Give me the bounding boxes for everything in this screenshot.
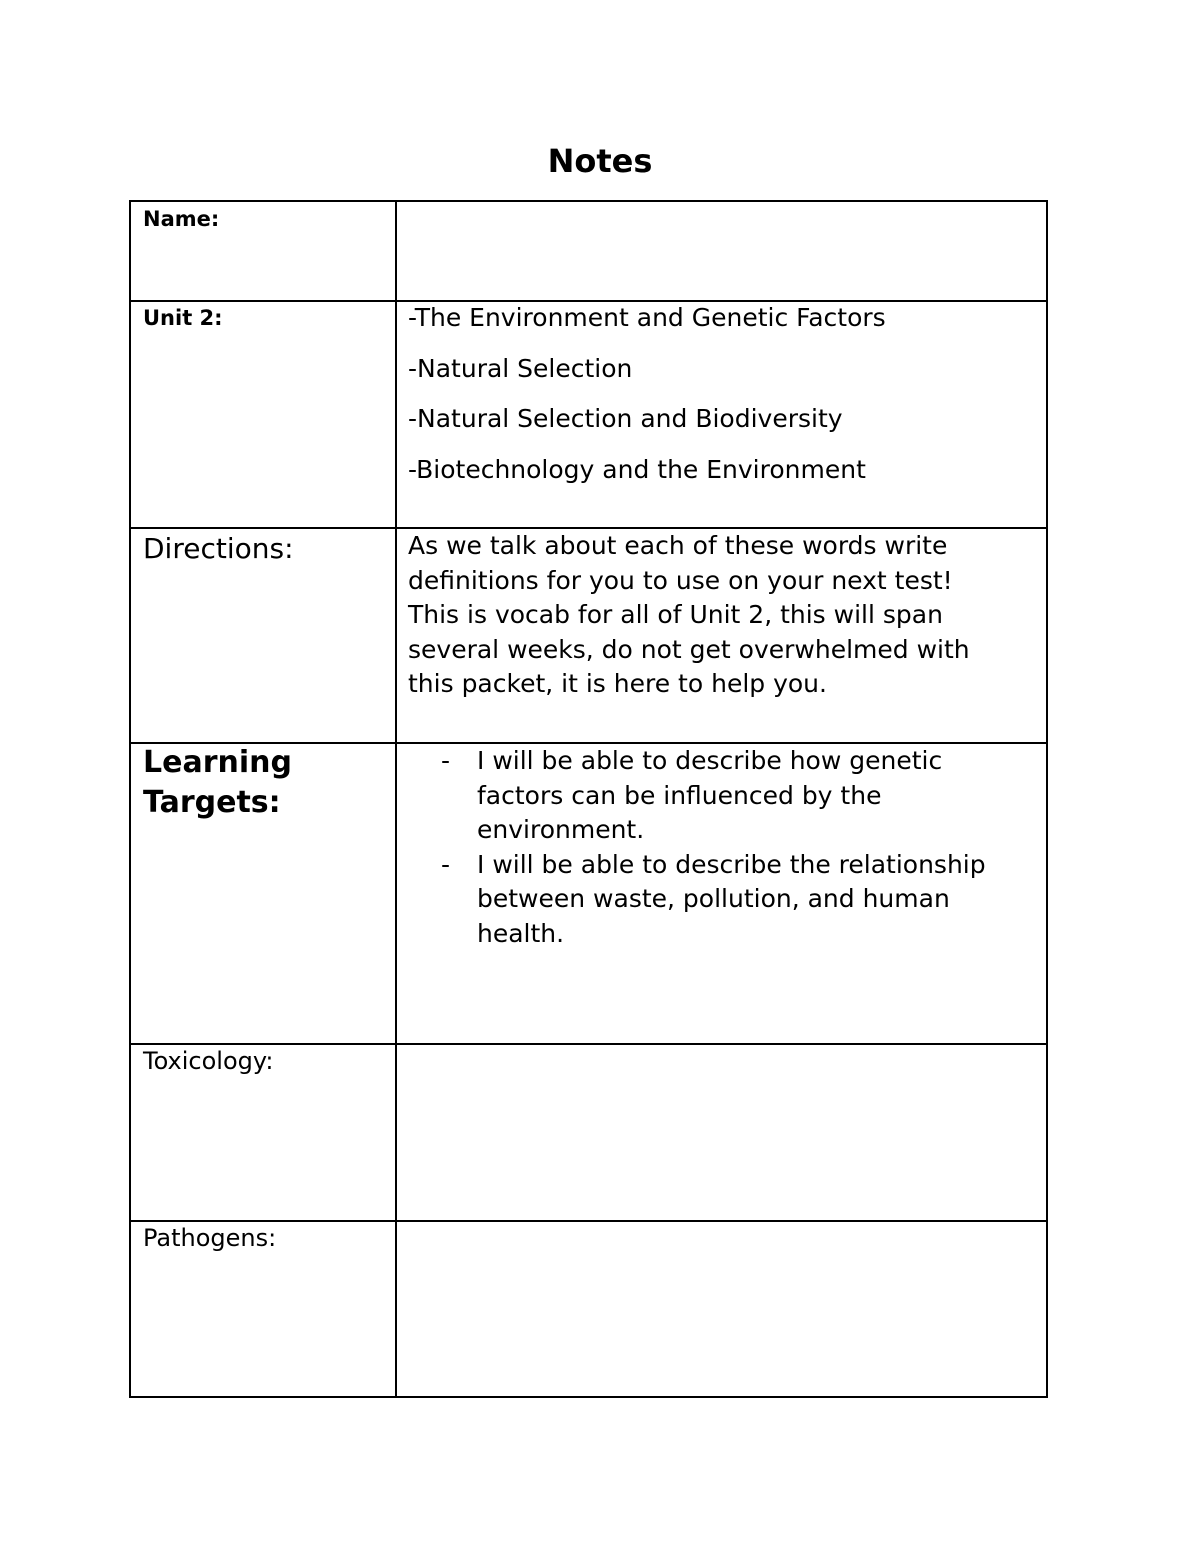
learning-target-line: I will be able to describe how genetic bbox=[477, 746, 943, 775]
learning-target-line: I will be able to describe the relationship bbox=[477, 849, 986, 879]
learning-targets-label-line: Learning bbox=[143, 745, 292, 780]
learning-target-line: environment. bbox=[477, 815, 645, 844]
name-label: Name: bbox=[143, 207, 220, 231]
column-divider bbox=[395, 202, 397, 1396]
notes-table bbox=[129, 200, 1048, 1398]
directions-line: this packet, it is here to help you. bbox=[408, 669, 827, 698]
toxicology-label: Toxicology: bbox=[143, 1047, 274, 1075]
learning-target-line: between waste, pollution, and human bbox=[477, 884, 950, 913]
directions-text bbox=[408, 529, 1036, 702]
directions-line: several weeks, do not get overwhelmed with bbox=[408, 634, 970, 664]
row-divider bbox=[131, 300, 1046, 302]
row-divider bbox=[131, 1220, 1046, 1222]
pathogens-definition-field[interactable] bbox=[408, 1225, 1036, 1391]
unit-topic: -Natural Selection and Biodiversity bbox=[408, 404, 843, 433]
learning-target-line: factors can be influenced by the bbox=[477, 780, 882, 810]
learning-targets-label bbox=[143, 743, 292, 823]
directions-line: This is vocab for all of Unit 2, this will span bbox=[408, 600, 943, 629]
row-divider bbox=[131, 1043, 1046, 1045]
learning-target-item bbox=[405, 744, 1036, 848]
page-title: Notes bbox=[547, 142, 653, 180]
directions-label: Directions: bbox=[143, 532, 294, 565]
learning-target-item bbox=[405, 848, 1036, 952]
directions-line: definitions for you to use on your next test! bbox=[408, 565, 953, 595]
bullet-dash: - bbox=[441, 746, 451, 775]
unit-topic: -Natural Selection bbox=[408, 353, 633, 383]
bullet-dash: - bbox=[441, 849, 451, 879]
unit-label: Unit 2: bbox=[143, 306, 223, 330]
learning-target-line: health. bbox=[477, 918, 565, 948]
name-field[interactable] bbox=[408, 206, 1036, 296]
unit-topics bbox=[408, 303, 1036, 505]
learning-targets-list bbox=[405, 744, 1036, 951]
learning-targets-label-line: Targets: bbox=[143, 785, 281, 820]
directions-line: As we talk about each of these words write bbox=[408, 531, 948, 560]
pathogens-label: Pathogens: bbox=[143, 1224, 277, 1252]
unit-topic: -The Environment and Genetic Factors bbox=[408, 303, 886, 332]
toxicology-definition-field[interactable] bbox=[408, 1048, 1036, 1214]
unit-topic: -Biotechnology and the Environment bbox=[408, 454, 866, 484]
